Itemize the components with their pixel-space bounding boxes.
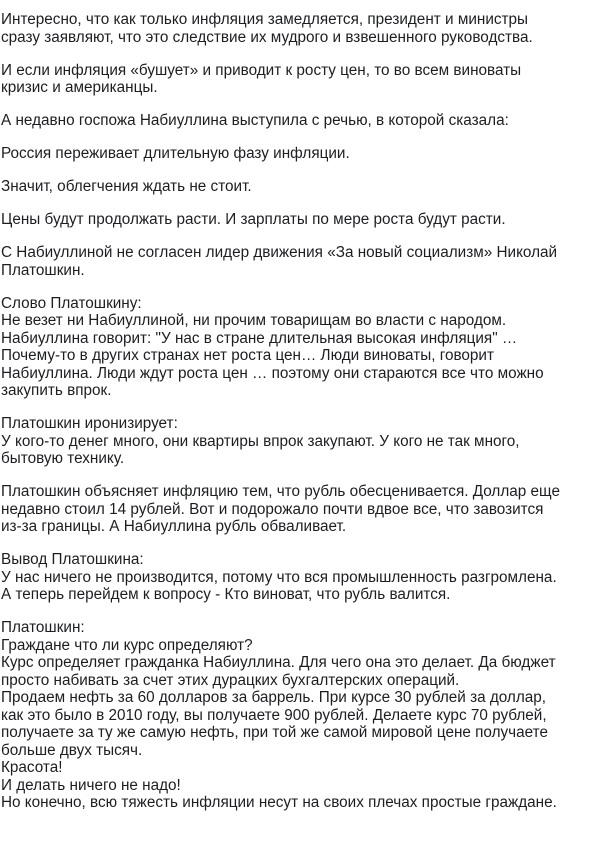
text-line: Но конечно, всю тяжесть инфляции несут на своих плечах простые граждане. [1,794,557,811]
text-line: Красота! [1,759,63,776]
paragraph [1,415,597,468]
paragraph [1,211,597,229]
paragraph [1,483,597,536]
text-line: закупить впрок. [1,382,112,399]
text-line: Платошкин: [1,619,85,636]
text-line: Россия переживает длительную фазу инфляции. [1,145,350,162]
text-line: бытовую технику. [1,450,125,467]
text-line: больше двух тысяч. [1,741,143,759]
text-line: кризис и американцы. [1,79,158,96]
text-line: Цены будут продолжать расти. И зарплаты по мере роста будут расти. [1,211,506,228]
text-line: Вывод Платошкина: [1,551,144,568]
text-line: Слово Платошкину: [1,294,142,312]
text-line: Значит, облегчения ждать не стоит. [1,178,252,195]
text-line: Граждане что ли курс определяют? [1,636,253,654]
text-line: Почему-то в других странах нет роста цен… Люди виноваты, говорит [1,347,494,364]
text-line: Интересно, что как только инфляция замедляется, президент и министры [1,11,529,28]
text-line: Платошкин. [1,261,85,279]
text-line: Набиуллина говорит: "У нас в стране длительная высокая инфляция" … [1,329,518,347]
text-line: как это было в 2010 году, вы получаете 900 рублей. Делаете курс 70 рублей, [1,706,547,724]
paragraph [1,178,597,196]
text-line: Платошкин иронизирует: [1,415,178,432]
paragraph [1,551,597,604]
text-line: недавно стоил 14 рублей. Вот и подорожало почти вдвое все, что завозится [1,500,544,518]
text-line: Не везет ни Набиуллиной, ни прочим товарищам во власти с народом. [1,312,507,329]
text-line: А теперь перейдем к вопросу - Кто виноват, что рубль валится. [1,586,451,603]
text-line: И если инфляция «бушует» и приводит к росту цен, то во всем виноваты [1,61,522,79]
text-line: У нас ничего не производится, потому что вся промышленность разгромлена. [1,568,557,586]
paragraph [1,11,597,46]
text-line: просто набивать за счет этих дурацких бухгалтерских операций. [1,671,460,689]
text-line: А недавно госпожа Набиуллина выступила с речью, в которой сказала: [1,112,509,129]
paragraph [1,62,597,97]
paragraph [1,244,597,279]
paragraph [1,112,597,130]
text-line: Набиуллина. Люди ждут роста цен … поэтому они стараются все что можно [1,364,544,382]
paragraph [1,619,597,812]
text-line: сразу заявляют, что это следствие их мудрого и взвешенного руководства. [1,28,533,46]
text-line: У кого-то денег много, они квартиры впрок закупают. У кого не так много, [1,432,520,450]
text-line: Платошкин объясняет инфляцию тем, что рубль обесценивается. Доллар еще [1,483,560,500]
text-line: С Набиуллиной не согласен лидер движения «За новый социализм» Николай [1,244,558,261]
text-line: из-за границы. А Набиуллина рубль обваливает. [1,518,347,535]
paragraph [1,145,597,163]
text-line: Продаем нефть за 60 долларов за баррель. При курсе 30 рублей за доллар, [1,689,547,706]
text-line: получаете за ту же самую нефть, при той же самой мировой цене получаете [1,724,548,741]
text-line: И делать ничего не надо! [1,776,181,794]
text-line: Курс определяет гражданка Набиуллина. Для чего она это делает. Да бюджет [1,654,556,671]
paragraph [1,295,597,400]
